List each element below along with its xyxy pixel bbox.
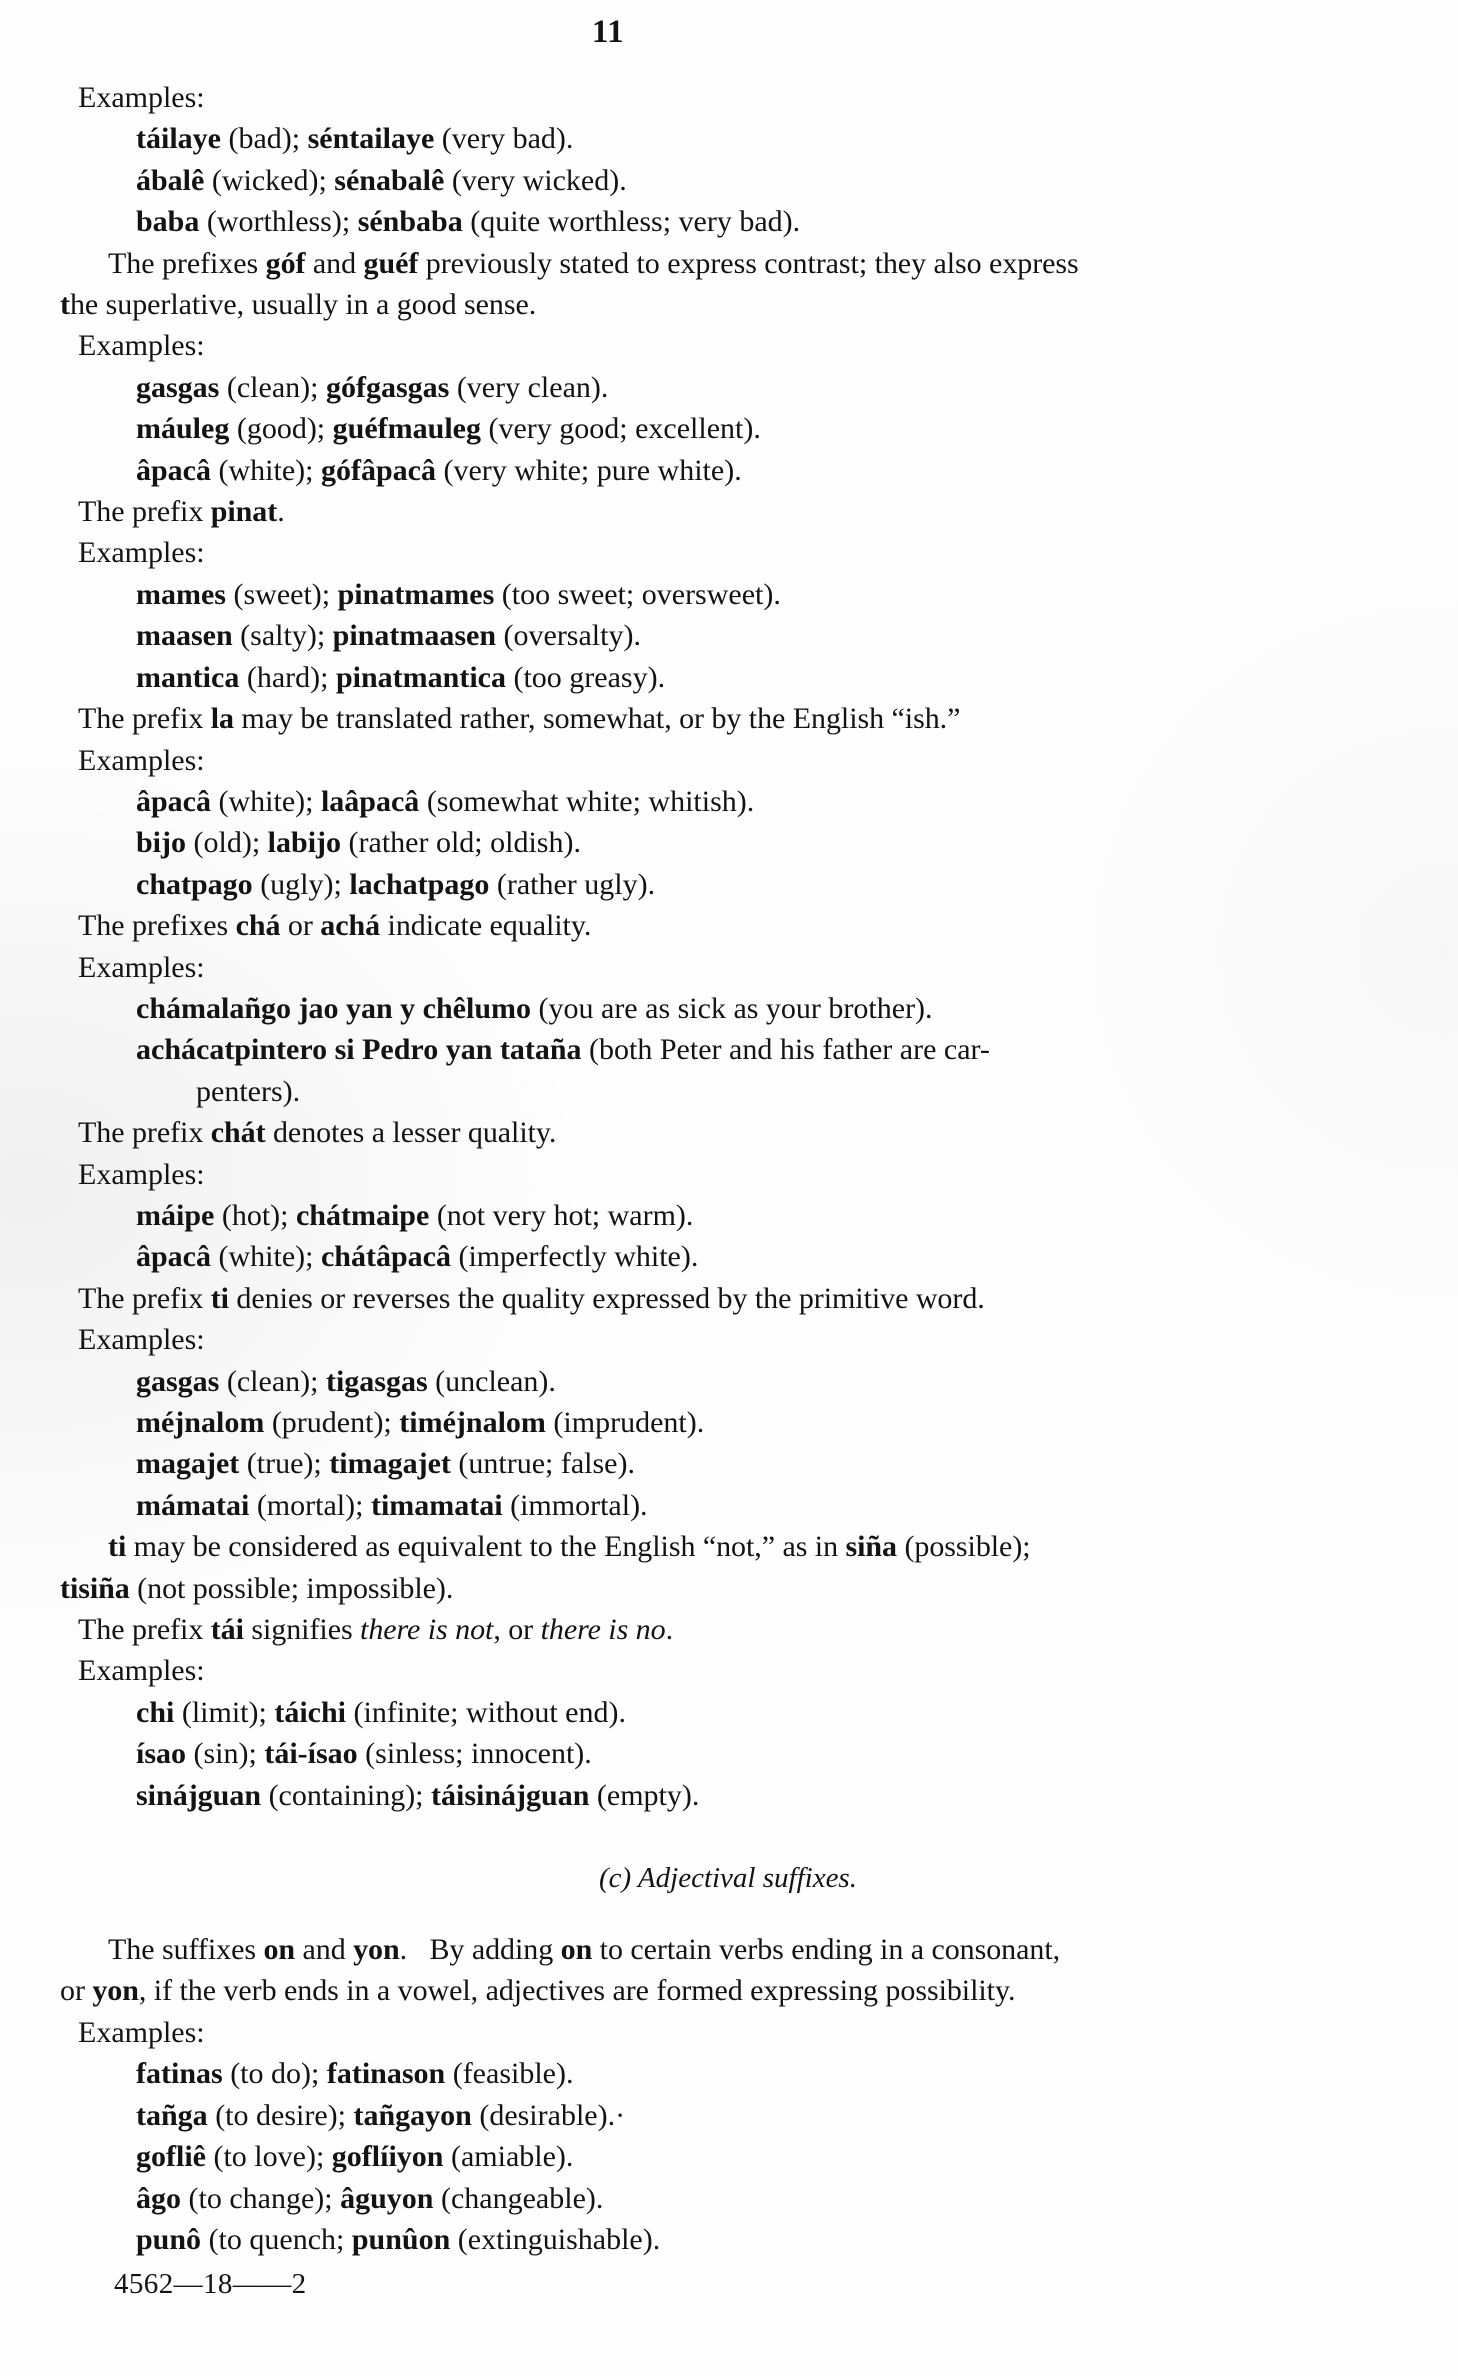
example-line: mámatai (mortal); timamatai (immortal). [136,1488,648,1522]
rule-suffixes-line1: The suffixes on and yon. By adding on to certain verbs ending in a consonant, [108,1933,1061,1967]
example-line: chámalañgo jao yan y chêlumo (you are as sick as your brother). [136,991,933,1025]
rule-gof-guef-line2: the superlative, usually in a good sense. [60,288,537,322]
rule-tai: The prefix tái signifies there is not, or there is no. [78,1613,674,1647]
headword: punô [136,2222,202,2256]
headword: baba [136,205,200,239]
headword: máipe [136,1198,215,1232]
page-number: 11 [591,14,625,50]
prefix-guef: guéf [363,246,419,280]
headword: maasen [136,619,233,653]
prefix-la: la [210,702,234,736]
example-line: bijo (old); labijo (rather old; oldish). [136,826,581,860]
examples-label: Examples: [78,536,205,570]
example-line: máipe (hot); chátmaipe (not very hot; warm). [136,1198,694,1232]
note-ti-equivalent-line1: ti may be considered as equivalent to the English “not,” as in siña (possible); [108,1530,1031,1564]
examples-label: Examples: [78,950,205,984]
headword: chi [136,1695,175,1729]
suffix-yon: yon [353,1933,400,1967]
derived-word: pinatmames [337,577,495,611]
derived-word: timéjnalom [399,1406,546,1439]
example-line: punô (to quench; punûon (extinguishable). [136,2222,661,2256]
headword: âgo [136,2181,181,2215]
examples-label: Examples: [78,1323,205,1357]
headword: gasgas [136,1364,220,1398]
example-line: máuleg (good); guéfmauleg (very good; excellent). [136,412,761,446]
headword: gasgas [136,370,220,404]
examples-label: Examples: [78,329,205,363]
prefix-acha: achá [320,909,381,943]
headword: ísao [136,1737,187,1771]
prefix-pinat: pinat [210,495,278,529]
derived-phrase: achácatpintero si Pedro yan tataña [136,1033,582,1067]
example-line: baba (worthless); sénbaba (quite worthless; very bad). [136,205,801,239]
example-line: âpacâ (white); gófâpacâ (very white; pure white). [136,453,742,487]
derived-word: sénabalê [334,163,445,197]
headword: fatinas [136,2057,223,2091]
headword: âpacâ [136,1240,211,1274]
rule-chat: The prefix chát denotes a lesser quality. [78,1116,557,1150]
example-line: achácatpintero si Pedro yan tataña (both Peter and his father are car- [136,1033,990,1067]
suffix-yon: yon [92,1974,139,2008]
prefix-gof: góf [265,246,306,280]
example-line: gofliê (to love); goflíiyon (amiable). [136,2140,574,2174]
headword: sinájguan [136,1778,262,1812]
headword: bijo [136,826,187,860]
subsection-heading: (c) Adjectival suffixes. [599,1862,857,1895]
headword: gofliê [136,2140,206,2174]
derived-word: pinatmaasen [332,619,497,653]
gloss-there-is-no: there is no [540,1613,666,1647]
derived-word: tái-ísao [264,1737,358,1771]
headword: tañga [136,2098,208,2132]
headword: mames [136,577,226,611]
examples-label: Examples: [78,1654,205,1688]
rule-gof-guef-line1: The prefixes góf and guéf previously stated to express contrast; they also express [108,246,1079,280]
rule-cha-acha: The prefixes chá or achá indicate equality. [78,909,592,943]
derived-word: tañgayon [353,2098,472,2132]
headword: mámatai [136,1488,250,1522]
example-line: mames (sweet); pinatmames (too sweet; oversweet). [136,577,781,611]
example-line: gasgas (clean); gófgasgas (very clean). [136,370,609,404]
headword: mantica [136,660,240,694]
derived-word: pinatmantica [335,660,506,694]
example-line: táilaye (bad); séntailaye (very bad). [136,122,574,156]
derived-word: âguyon [340,2181,434,2215]
page-content [60,0,1388,2305]
derived-word: timamatai [370,1488,503,1522]
example-line: mantica (hard); pinatmantica (too greasy). [136,660,666,694]
prefix-tai: tái [210,1613,244,1647]
headword: máuleg [136,412,230,446]
example-line: tañga (to desire); tañgayon (desirable).· [136,2098,626,2132]
prefix-ti: ti [108,1530,127,1564]
rule-pinat: The prefix pinat. [78,495,285,529]
derived-word: séntailaye [307,122,435,156]
derived-word: tigasgas [325,1364,428,1398]
derived-word: táichi [274,1695,347,1729]
example-line: chatpago (ugly); lachatpago (rather ugly). [136,867,656,901]
word-sina: siña [845,1530,897,1564]
derived-word: fatinason [326,2057,446,2091]
example-line: âgo (to change); âguyon (changeable). [136,2181,604,2215]
derived-phrase: chámalañgo jao yan y chêlumo [136,991,532,1025]
example-line: sinájguan (containing); táisinájguan (empty). [136,1778,700,1812]
derived-word: gófâpacâ [320,453,436,487]
example-line: ísao (sin); tái-ísao (sinless; innocent). [136,1737,592,1771]
word-tisina: tisiña [60,1571,130,1605]
examples-label: Examples: [78,2015,205,2049]
rule-ti: The prefix ti denies or reverses the quality expressed by the primitive word. [78,1281,985,1315]
derived-word: timagajet [329,1447,451,1481]
printer-signature-mark: 4562—18——2 [114,2268,307,2301]
example-line: méjnalom (prudent); timéjnalom (imprudent). [136,1406,705,1439]
example-line: magajet (true); timagajet (untrue; false). [136,1447,635,1481]
example-line: gasgas (clean); tigasgas (unclean). [136,1364,556,1398]
note-ti-equivalent-line2: tisiña (not possible; impossible). [60,1571,454,1605]
examples-label: Examples: [78,81,205,114]
derived-word: táisinájguan [431,1778,590,1812]
example-line: maasen (salty); pinatmaasen (oversalty). [136,619,641,653]
prefix-cha: chá [235,909,281,943]
suffix-on: on [560,1933,593,1967]
headword: táilaye [136,122,221,156]
headword: chatpago [136,867,253,901]
example-line: âpacâ (white); laâpacâ (somewhat white; whitish). [136,784,755,818]
prefix-ti: ti [210,1281,229,1315]
example-line: chi (limit); táichi (infinite; without end). [136,1695,626,1729]
examples-label: Examples: [78,743,205,777]
example-line: fatinas (to do); fatinason (feasible). [136,2057,574,2091]
prefix-chat: chát [210,1116,266,1150]
suffix-on: on [263,1933,296,1967]
headword: ábalê [136,163,205,197]
derived-word: labijo [267,826,342,860]
derived-word: sénbaba [357,205,463,239]
derived-word: punûon [351,2222,451,2256]
line-lead-t: t [60,288,70,322]
derived-word: lachatpago [349,867,490,901]
example-line-continuation: penters). [196,1074,301,1108]
derived-word: goflíiyon [331,2140,444,2174]
gloss-there-is-not: there is not [360,1613,494,1647]
derived-word: laâpacâ [320,784,420,818]
headword: âpacâ [136,784,211,818]
derived-word: guéfmauleg [332,412,481,446]
derived-word: chátmaipe [295,1198,430,1232]
headword: âpacâ [136,453,211,487]
example-line: ábalê (wicked); sénabalê (very wicked). [136,163,627,197]
rule-la: The prefix la may be translated rather, somewhat, or by the English “ish.” [78,702,961,736]
derived-word: gófgasgas [325,370,450,404]
derived-word: chátâpacâ [320,1240,451,1274]
headword: méjnalom [136,1406,265,1439]
example-line: âpacâ (white); chátâpacâ (imperfectly white). [136,1240,699,1274]
headword: magajet [136,1447,240,1481]
rule-suffixes-line2: or yon, if the verb ends in a vowel, adjectives are formed expressing possibility. [60,1974,1016,2008]
examples-label: Examples: [78,1157,205,1191]
